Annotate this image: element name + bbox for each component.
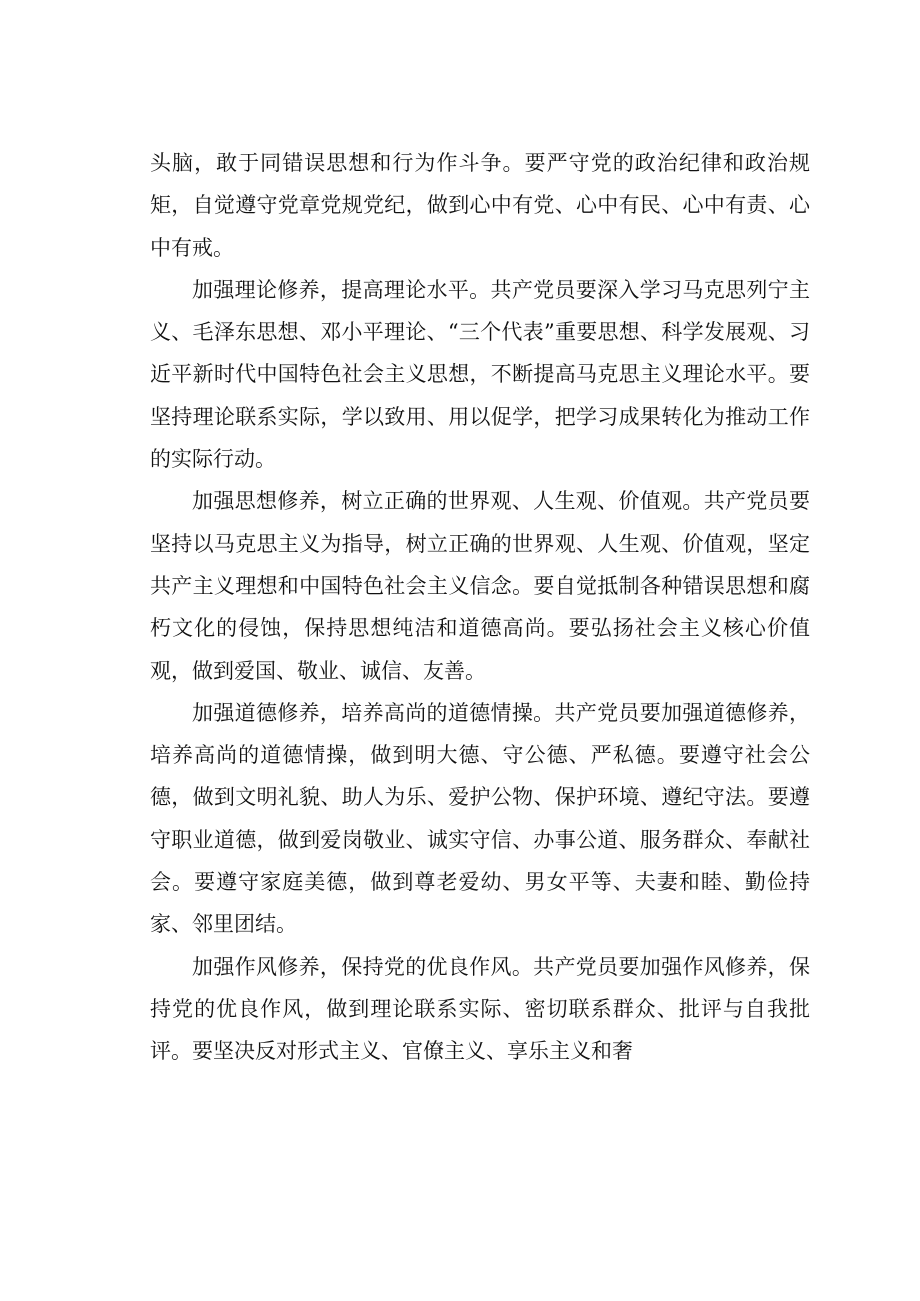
paragraph-ideological-cultivation: 加强思想修养，树立正确的世界观、人生观、价值观。共产党员要坚持以马克思主义为指导，树立正确的世界观、人生观、价值观，坚定共产主义理想和中国特色社会主义信念。要自觉抵制各种错误思想和腐朽文化的侵蚀，保持思想纯洁和道德高尚。要弘扬社会主义核心价值观，做到爱国、敬业、诚信、友善。 xyxy=(150,489,810,683)
paragraph-continuation: 头脑，敢于同错误思想和行为作斗争。要严守党的政治纪律和政治规矩，自觉遵守党章党规党纪，做到心中有党、心中有民、心中有责、心中有戒。 xyxy=(150,151,810,260)
paragraph-style-cultivation: 加强作风修养，保持党的优良作风。共产党员要加强作风修养，保持党的优良作风，做到理论联系实际、密切联系群众、批评与自我批评。要坚决反对形式主义、官僚主义、享乐主义和奢 xyxy=(150,954,810,1064)
document-body xyxy=(150,142,810,1073)
paragraph-theory-cultivation: 加强理论修养，提高理论水平。共产党员要深入学习马克思列宁主义、毛泽东思想、邓小平理论、“三个代表”重要思想、科学发展观、习近平新时代中国特色社会主义思想，不断提高马克思主义理论水平。要坚持理论联系实际，学以致用、用以促学，把学习成果转化为推动工作的实际行动。 xyxy=(150,277,810,472)
paragraph-moral-cultivation: 加强道德修养，培养高尚的道德情操。共产党员要加强道德修养，培养高尚的道德情操，做到明大德、守公德、严私德。要遵守社会公德，做到文明礼貌、助人为乐、爱护公物、保护环境、遵纪守法。要遵守职业道德，做到爱岗敬业、诚实守信、办事公道、服务群众、奉献社会。要遵守家庭美德，做到尊老爱幼、男女平等、夫妻和睦、勤俭持家、邻里团结。 xyxy=(150,700,810,937)
